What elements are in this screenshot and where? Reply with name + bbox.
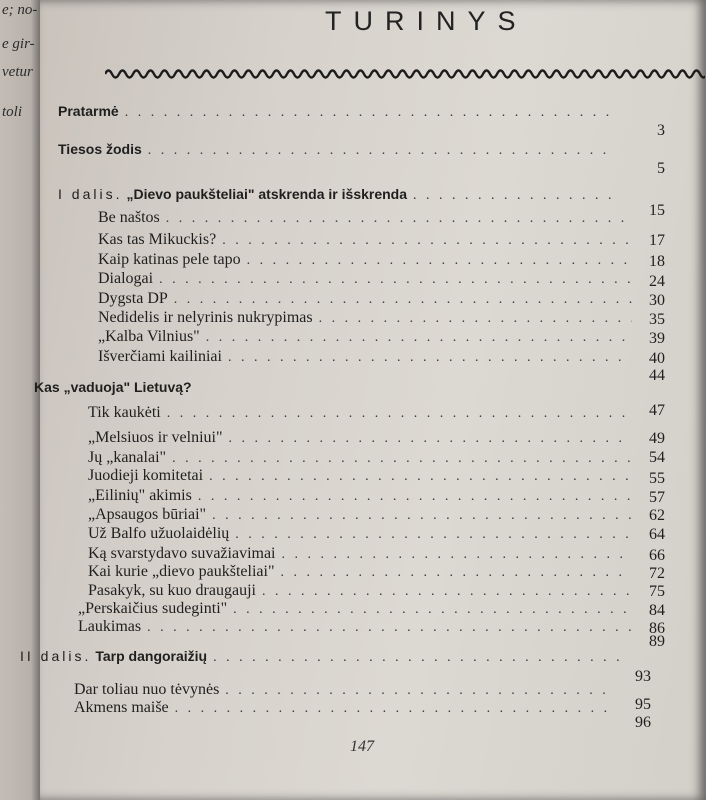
toc-page-number: 17 [649, 232, 665, 249]
toc-entry-title: Jų „kanalai" [88, 449, 167, 466]
toc-entry-title: „Melsiuos ir velniui" [88, 429, 223, 446]
toc-entry [88, 429, 638, 447]
leader-dots [282, 547, 633, 563]
toc-page-number: 35 [649, 311, 665, 328]
toc-entry-title: Pasakyk, su kuo draugauji [88, 582, 256, 599]
leader-dots [233, 602, 632, 618]
toc-entry-title: „Dievo paukšteliai" atskrenda ir išskrenda [126, 186, 408, 202]
leader-dots [125, 105, 612, 121]
toc-entry-title: Akmens maiše [74, 699, 169, 716]
toc-page-number: 72 [649, 565, 665, 582]
leader-dots [172, 451, 632, 467]
margin-text: toli [2, 104, 23, 120]
toc-page-number: 75 [649, 583, 665, 600]
toc-page-number: 89 [649, 633, 665, 650]
page-title: TURINYS [325, 6, 528, 36]
toc-page-number: 30 [649, 292, 665, 309]
toc-page-number: 39 [649, 330, 665, 347]
toc-entry-title: „Perskaičius sudeginti" [78, 600, 228, 617]
toc-page-number: 5 [657, 160, 665, 177]
toc-entry-title: „Kalba Vilnius" [98, 328, 200, 345]
toc-page-number: 57 [649, 489, 665, 506]
toc-page-number: 96 [635, 714, 651, 731]
toc-entry-title: Be naštos [98, 209, 160, 226]
leader-dots [280, 565, 632, 581]
toc-entry [98, 209, 638, 227]
toc-entry [74, 699, 614, 717]
leader-dots [174, 292, 632, 308]
toc-entry [88, 404, 638, 422]
toc-entry [98, 270, 638, 288]
leader-dots [247, 253, 632, 269]
leader-dots [209, 469, 632, 485]
toc-entry-title: Kaip katinas pele tapo [98, 251, 241, 268]
toc-entry [98, 348, 638, 366]
leader-dots [319, 311, 632, 327]
toc-page-number: 55 [649, 470, 665, 487]
toc-entry-title: Tarp dangoraižių [95, 648, 208, 664]
toc-page-number: 3 [657, 122, 665, 139]
toc-entry-title: „Eilinių" akimis [88, 487, 192, 504]
toc-entry-title: „Apsaugos būriai" [88, 506, 207, 523]
part-prefix: II dalis. [20, 648, 92, 664]
toc-entry-title: Laukimas [78, 618, 142, 635]
wavy-divider [105, 62, 705, 86]
leader-dots [229, 431, 632, 447]
facing-page-edge [0, 0, 44, 800]
toc-entry [88, 449, 638, 467]
toc-entry [88, 506, 638, 524]
toc-section-heading [34, 379, 374, 395]
toc-page-number: 62 [649, 507, 665, 524]
toc-page-number: 64 [649, 526, 665, 543]
toc-entry [58, 103, 618, 121]
leader-dots [148, 143, 612, 159]
toc-entry [74, 681, 614, 699]
leader-dots [225, 683, 608, 699]
toc-entry [88, 545, 638, 563]
margin-text: e gir- [2, 36, 35, 52]
toc-entry [98, 309, 638, 327]
toc-entry-title: Išverčiami kailiniai [98, 348, 222, 365]
toc-entry [88, 525, 638, 543]
toc-entry-title: Tiesos žodis [58, 141, 142, 157]
toc-entry [58, 141, 618, 159]
toc-entry-title: Nedidelis ir nelyrinis nukrypimas [98, 309, 313, 326]
part-prefix: I dalis. [58, 186, 123, 202]
toc-page-number: 86 [649, 620, 665, 637]
leader-dots [159, 272, 632, 288]
toc-page-number: 95 [635, 696, 651, 713]
toc-entry [98, 231, 638, 249]
leader-dots [198, 489, 632, 505]
leader-dots [206, 330, 632, 346]
leader-dots [147, 620, 632, 636]
toc-entry-title: Kas „vaduoja" Lietuvą? [34, 379, 192, 395]
toc-part-heading [58, 186, 618, 204]
toc-page-number: 93 [635, 668, 651, 685]
toc-entry [88, 467, 638, 485]
toc-entry [88, 563, 638, 581]
toc-entry-title: Juodieji komitetai [88, 467, 204, 484]
toc-entry-title: Kai kurie „dievo paukšteliai" [88, 563, 275, 580]
toc-entry-title: Pratarmė [58, 103, 119, 119]
leader-dots [235, 527, 632, 543]
toc-entry-title: Dar toliau nuo tėvynės [74, 681, 220, 698]
toc-entry [98, 290, 638, 308]
toc-entry [88, 582, 638, 600]
toc-entry [88, 487, 638, 505]
toc-entry-title: Kas tas Mikuckis? [98, 231, 217, 248]
toc-page-number: 18 [649, 253, 665, 270]
toc-part-heading [20, 648, 630, 666]
toc-page-number: 47 [649, 402, 665, 419]
margin-text: vetur [2, 64, 33, 80]
toc-page-number: 24 [649, 273, 665, 290]
page-number: 147 [350, 738, 374, 755]
leader-dots [166, 211, 632, 227]
toc-page-number: 44 [649, 367, 665, 384]
toc-entry [98, 251, 638, 269]
toc-entry [78, 618, 638, 636]
leader-dots [413, 188, 612, 204]
toc-page-number: 15 [649, 202, 665, 219]
toc-page-number: 49 [649, 430, 665, 447]
toc-entry-title: Ką svarstydavo suvažiavimai [88, 545, 276, 562]
toc-entry-title: Tik kaukėti [88, 404, 161, 421]
toc-entry [78, 600, 638, 618]
toc-entry-title: Dygsta DP [98, 290, 168, 307]
leader-dots [213, 650, 624, 666]
toc-page-number: 54 [649, 449, 665, 466]
toc-page-number: 40 [649, 350, 665, 367]
toc-entry-title: Dialogai [98, 270, 154, 287]
leader-dots [222, 233, 632, 249]
leader-dots [262, 584, 632, 600]
toc-entry-title: Už Balfo užuolaidėlių [88, 525, 230, 542]
margin-text: e; no- [2, 2, 38, 18]
toc-page-number: 66 [649, 547, 665, 564]
leader-dots [212, 508, 632, 524]
leader-dots [167, 406, 632, 422]
toc-entry [98, 328, 638, 346]
leader-dots [228, 350, 632, 366]
leader-dots [175, 701, 608, 717]
toc-page-number: 84 [649, 602, 665, 619]
